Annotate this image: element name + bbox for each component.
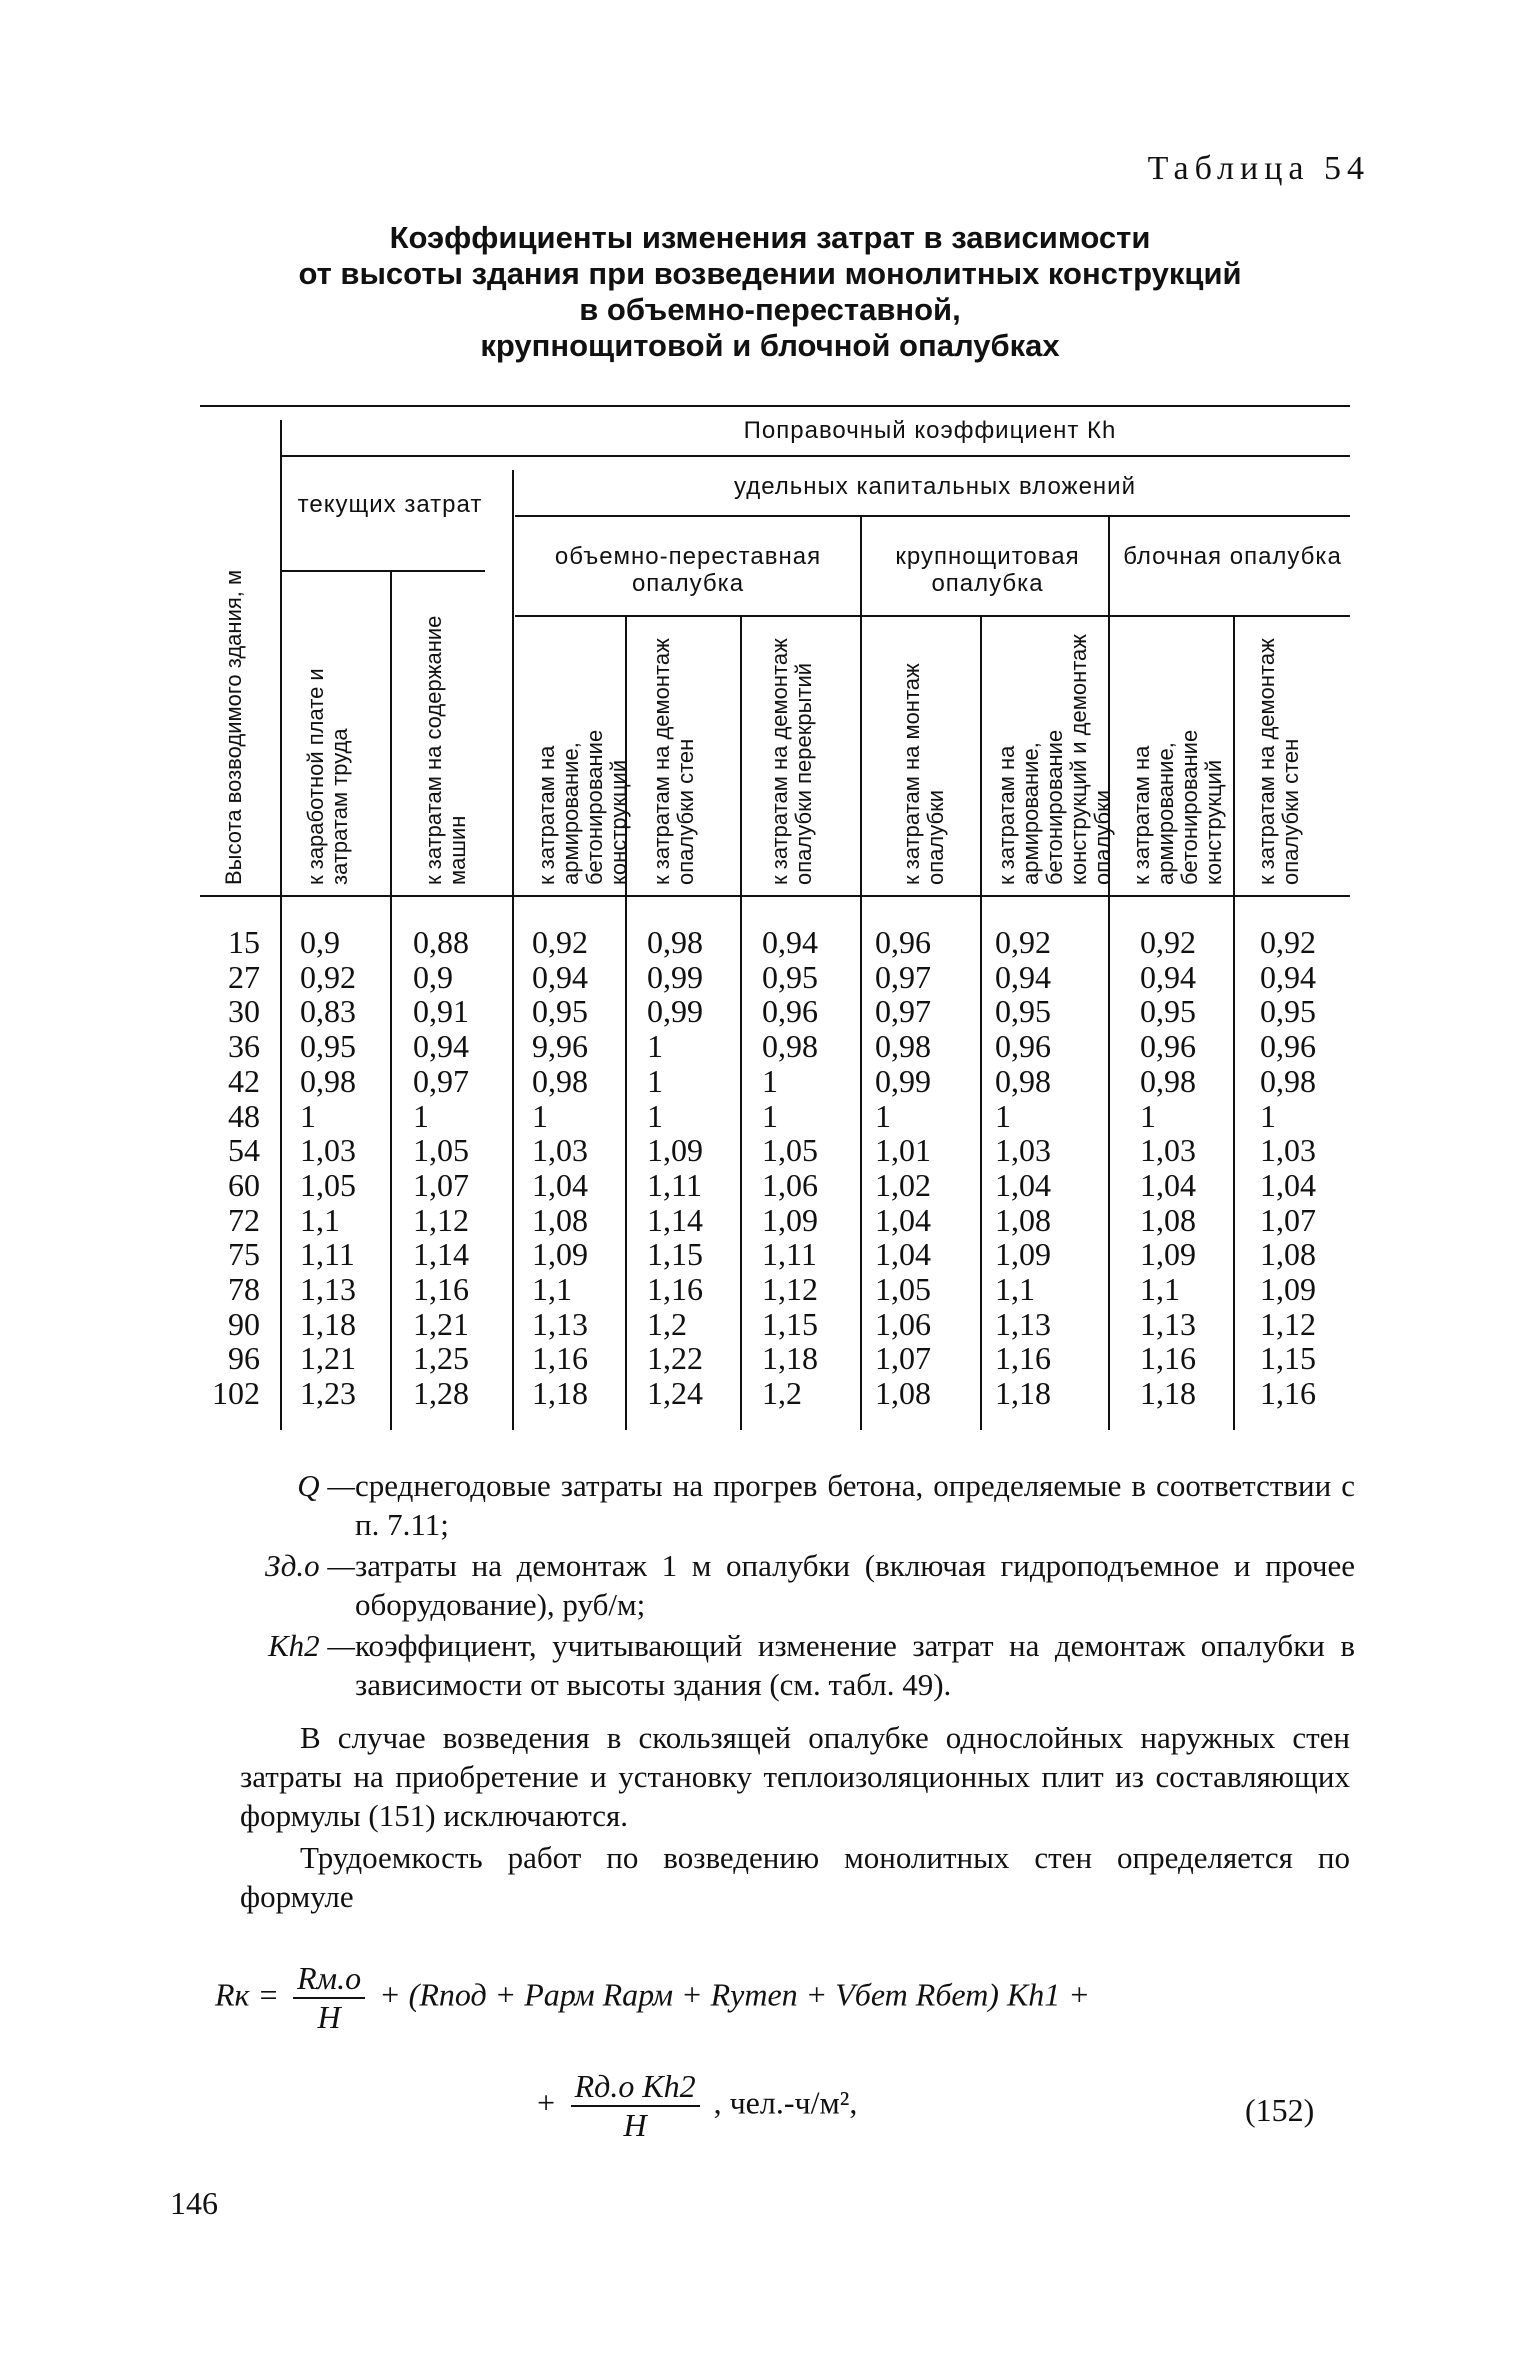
value-cell: 1,08 bbox=[875, 1375, 931, 1412]
formula-line-2 bbox=[535, 2068, 857, 2144]
data-column bbox=[413, 925, 508, 1411]
title-line: Коэффициенты изменения затрат в зависимости bbox=[389, 220, 1151, 255]
value-cell: 0,97 bbox=[875, 958, 931, 995]
heights-column bbox=[200, 925, 260, 1411]
height-cell: 30 bbox=[228, 993, 260, 1030]
subcol-header: к затратам на демонтаж опалубки стен bbox=[649, 638, 698, 885]
value-cell: 1,08 bbox=[1260, 1236, 1316, 1273]
value-cell: 0,98 bbox=[300, 1062, 356, 1099]
value-cell: 1 bbox=[647, 1028, 663, 1065]
value-cell: 0,94 bbox=[532, 958, 588, 995]
value-cell: 1,03 bbox=[1140, 1132, 1196, 1169]
height-cell: 15 bbox=[228, 924, 260, 960]
value-cell: 1,18 bbox=[762, 1340, 818, 1377]
note-term: Кh2 — bbox=[268, 1628, 355, 1663]
value-cell: 1,04 bbox=[1140, 1166, 1196, 1203]
fraction-denominator: H bbox=[623, 2107, 647, 2143]
value-cell: 1,05 bbox=[762, 1132, 818, 1169]
value-cell: 1,09 bbox=[1260, 1271, 1316, 1308]
value-cell: 0,96 bbox=[1140, 1028, 1196, 1065]
title-line: крупнощитовой и блочной опалубках bbox=[480, 328, 1060, 363]
formula-lhs: Rк = bbox=[215, 1976, 280, 2013]
height-cell: 42 bbox=[228, 1062, 260, 1099]
data-column bbox=[1140, 925, 1235, 1411]
value-cell: 1,11 bbox=[647, 1166, 702, 1203]
rule bbox=[512, 470, 514, 1430]
subcol-header: к затратам на монтаж опалубки bbox=[899, 663, 948, 885]
value-cell: 1,06 bbox=[762, 1166, 818, 1203]
title-line: от высоты здания при возведении монолитных конструкций bbox=[298, 256, 1242, 291]
formula-fraction bbox=[293, 1960, 365, 2036]
value-cell: 1,13 bbox=[995, 1305, 1051, 1342]
value-cell: 1,22 bbox=[647, 1340, 703, 1377]
value-cell: 1,11 bbox=[300, 1236, 355, 1273]
data-column bbox=[762, 925, 857, 1411]
note-text: среднегодовые затраты на прогрев бетона, определяемые в соответствии с п. 7.11; bbox=[355, 1468, 1355, 1542]
value-cell: 1,15 bbox=[647, 1236, 703, 1273]
value-cell: 1 bbox=[532, 1097, 548, 1134]
value-cell: 1 bbox=[1140, 1097, 1156, 1134]
value-cell: 0,95 bbox=[1140, 993, 1196, 1030]
value-cell: 0,9 bbox=[300, 924, 340, 960]
value-cell: 1,04 bbox=[875, 1236, 931, 1273]
value-cell: 1,18 bbox=[1140, 1375, 1196, 1412]
height-cell: 96 bbox=[228, 1340, 260, 1377]
value-cell: 0,96 bbox=[1260, 1028, 1316, 1065]
value-cell: 1 bbox=[762, 1097, 778, 1134]
value-cell: 1,04 bbox=[1260, 1166, 1316, 1203]
value-cell: 1,16 bbox=[647, 1271, 703, 1308]
value-cell: 1,05 bbox=[413, 1132, 469, 1169]
rule bbox=[280, 455, 1350, 457]
value-cell: 0,9 bbox=[413, 958, 453, 995]
value-cell: 1 bbox=[995, 1097, 1011, 1134]
value-cell: 0,98 bbox=[1140, 1062, 1196, 1099]
note-row bbox=[255, 1626, 1355, 1704]
value-cell: 1,1 bbox=[532, 1271, 572, 1308]
value-cell: 0,98 bbox=[875, 1028, 931, 1065]
height-cell: 54 bbox=[228, 1132, 260, 1169]
fraction-numerator: Rм.о bbox=[293, 1960, 365, 1999]
paragraph: Трудоемкость работ по возведению монолитных стен определяется по формуле bbox=[240, 1840, 1350, 1914]
height-cell: 102 bbox=[212, 1375, 260, 1412]
value-cell: 1,18 bbox=[532, 1375, 588, 1412]
value-cell: 1,09 bbox=[647, 1132, 703, 1169]
value-cell: 1,18 bbox=[995, 1375, 1051, 1412]
rule bbox=[390, 570, 392, 1430]
data-column bbox=[532, 925, 627, 1411]
group-panel-header: крупнощитовая опалубка bbox=[895, 543, 1080, 597]
value-cell: 0,96 bbox=[875, 924, 931, 960]
value-cell: 1,1 bbox=[1140, 1271, 1180, 1308]
value-cell: 1,1 bbox=[300, 1201, 340, 1238]
value-cell: 1,12 bbox=[1260, 1305, 1316, 1342]
value-cell: 0,99 bbox=[647, 958, 703, 995]
value-cell: 0,98 bbox=[762, 1028, 818, 1065]
value-cell: 1,09 bbox=[532, 1236, 588, 1273]
rule bbox=[515, 615, 1350, 617]
value-cell: 1,08 bbox=[1140, 1201, 1196, 1238]
value-cell: 1,05 bbox=[875, 1271, 931, 1308]
note-row bbox=[255, 1466, 1355, 1544]
value-cell: 0,92 bbox=[995, 924, 1051, 960]
table-label: Таблица 54 bbox=[1147, 150, 1370, 187]
value-cell: 1,13 bbox=[532, 1305, 588, 1342]
value-cell: 1,12 bbox=[762, 1271, 818, 1308]
capital-header: удельных капитальных вложений bbox=[734, 473, 1136, 500]
value-cell: 1,16 bbox=[995, 1340, 1051, 1377]
fraction-numerator: Rд.о Кh2 bbox=[571, 2068, 700, 2107]
height-header: Высота возводимого здания, м bbox=[221, 569, 246, 885]
subcol-header: к затратам на демонтаж опалубки стен bbox=[1254, 638, 1303, 885]
value-cell: 1,23 bbox=[300, 1375, 356, 1412]
table-title bbox=[230, 220, 1310, 364]
header-bottom-rule bbox=[200, 895, 1350, 897]
value-cell: 1,06 bbox=[875, 1305, 931, 1342]
value-cell: 1,02 bbox=[875, 1166, 931, 1203]
value-cell: 1,13 bbox=[300, 1271, 356, 1308]
rule bbox=[280, 570, 485, 572]
equation-number: (152) bbox=[1245, 2092, 1315, 2128]
fraction-denominator: H bbox=[317, 1999, 341, 2035]
value-cell: 0,92 bbox=[1140, 924, 1196, 960]
value-cell: 1,15 bbox=[762, 1305, 818, 1342]
value-cell: 1 bbox=[762, 1062, 778, 1099]
value-cell: 1,21 bbox=[300, 1340, 356, 1377]
value-cell: 0,92 bbox=[532, 924, 588, 960]
value-cell: 1 bbox=[1260, 1097, 1276, 1134]
value-cell: 1,07 bbox=[875, 1340, 931, 1377]
value-cell: 0,99 bbox=[875, 1062, 931, 1099]
value-cell: 1,13 bbox=[1140, 1305, 1196, 1342]
value-cell: 1,14 bbox=[413, 1236, 469, 1273]
value-cell: 1,14 bbox=[647, 1201, 703, 1238]
value-cell: 0,97 bbox=[413, 1062, 469, 1099]
value-cell: 0,99 bbox=[647, 993, 703, 1030]
formula-line-1 bbox=[215, 1960, 1090, 2036]
value-cell: 1 bbox=[647, 1097, 663, 1134]
formula-fraction bbox=[571, 2068, 700, 2144]
data-column bbox=[300, 925, 390, 1411]
data-column bbox=[995, 925, 1105, 1411]
value-cell: 1,18 bbox=[300, 1305, 356, 1342]
value-cell: 0,98 bbox=[532, 1062, 588, 1099]
value-cell: 0,95 bbox=[532, 993, 588, 1030]
value-cell: 1,16 bbox=[1140, 1340, 1196, 1377]
value-cell: 1,05 bbox=[300, 1166, 356, 1203]
value-cell: 1,08 bbox=[995, 1201, 1051, 1238]
value-cell: 1 bbox=[413, 1097, 429, 1134]
value-cell: 1,04 bbox=[995, 1166, 1051, 1203]
note-term: Зд.о — bbox=[264, 1548, 355, 1583]
value-cell: 1,03 bbox=[995, 1132, 1051, 1169]
subcol-header: к заработной плате и затратам труда bbox=[303, 668, 352, 885]
value-cell: 1 bbox=[875, 1097, 891, 1134]
value-cell: 0,95 bbox=[1260, 993, 1316, 1030]
value-cell: 0,98 bbox=[1260, 1062, 1316, 1099]
paragraph: В случае возведения в скользящей опалубке однослойных наружных стен затраты на приобретение и установку теплоизоляционных плит из составляющих формулы (151) исключаются. bbox=[240, 1720, 1350, 1833]
note-text: затраты на демонтаж 1 м опалубки (включая гидроподъемное и прочее оборудование), руб/м; bbox=[355, 1548, 1355, 1622]
value-cell: 1 bbox=[647, 1062, 663, 1099]
note-text: коэффициент, учитывающий изменение затрат на демонтаж опалубки в зависимости от высоты здания (см. табл. 49). bbox=[355, 1628, 1355, 1702]
rule bbox=[515, 515, 1350, 517]
value-cell: 0,95 bbox=[995, 993, 1051, 1030]
value-cell: 1,2 bbox=[762, 1375, 802, 1412]
note-term: Q — bbox=[297, 1468, 355, 1503]
value-cell: 1,1 bbox=[995, 1271, 1035, 1308]
coefficient-table bbox=[200, 405, 1350, 1435]
value-cell: 1 bbox=[300, 1097, 316, 1134]
value-cell: 0,88 bbox=[413, 924, 469, 960]
value-cell: 0,83 bbox=[300, 993, 356, 1030]
value-cell: 1,11 bbox=[762, 1236, 817, 1273]
value-cell: 0,98 bbox=[995, 1062, 1051, 1099]
rule bbox=[860, 515, 862, 1430]
height-cell: 90 bbox=[228, 1305, 260, 1342]
page-number: 146 bbox=[170, 2185, 218, 2221]
value-cell: 0,92 bbox=[300, 958, 356, 995]
value-cell: 1,2 bbox=[647, 1305, 687, 1342]
data-column bbox=[875, 925, 975, 1411]
height-cell: 48 bbox=[228, 1097, 260, 1134]
value-cell: 1,16 bbox=[1260, 1375, 1316, 1412]
height-cell: 27 bbox=[228, 958, 260, 995]
value-cell: 1,24 bbox=[647, 1375, 703, 1412]
value-cell: 1,16 bbox=[532, 1340, 588, 1377]
formula-plus: + bbox=[535, 2084, 557, 2121]
value-cell: 0,91 bbox=[413, 993, 469, 1030]
subcol-header: к затратам на армирование, бетонирование конструкций bbox=[1129, 729, 1226, 885]
table-top-rule bbox=[200, 405, 1350, 407]
value-cell: 0,94 bbox=[762, 924, 818, 960]
value-cell: 1,08 bbox=[532, 1201, 588, 1238]
data-column bbox=[1260, 925, 1350, 1411]
value-cell: 0,95 bbox=[300, 1028, 356, 1065]
value-cell: 1,09 bbox=[995, 1236, 1051, 1273]
subcol-header: к затратам на содержание машин bbox=[421, 615, 470, 885]
formula-middle: + (Rпод + Pарм Rарм + Rутеп + Vбет Rбет) Кh1 + bbox=[379, 1976, 1090, 2013]
height-cell: 78 bbox=[228, 1271, 260, 1308]
subcol-header: к затратам на демонтаж опалубки перекрытий bbox=[767, 638, 816, 885]
note-row bbox=[255, 1546, 1355, 1624]
value-cell: 1,03 bbox=[1260, 1132, 1316, 1169]
value-cell: 0,95 bbox=[762, 958, 818, 995]
value-cell: 1,04 bbox=[532, 1166, 588, 1203]
value-cell: 1,04 bbox=[875, 1201, 931, 1238]
value-cell: 1,09 bbox=[762, 1201, 818, 1238]
value-cell: 0,96 bbox=[995, 1028, 1051, 1065]
value-cell: 1,16 bbox=[413, 1271, 469, 1308]
group-block-header: блочная опалубка bbox=[1123, 543, 1342, 570]
value-cell: 9,96 bbox=[532, 1028, 588, 1065]
rule bbox=[980, 615, 982, 1430]
value-cell: 0,92 bbox=[1260, 924, 1316, 960]
subcol-header: к затратам на армирование, бетонирование конструкций bbox=[534, 729, 631, 885]
height-cell: 36 bbox=[228, 1028, 260, 1065]
value-cell: 1,28 bbox=[413, 1375, 469, 1412]
value-cell: 0,97 bbox=[875, 993, 931, 1030]
value-cell: 1,12 bbox=[413, 1201, 469, 1238]
formula-units: , чел.-ч/м², bbox=[713, 2084, 858, 2121]
value-cell: 1,21 bbox=[413, 1305, 469, 1342]
value-cell: 0,94 bbox=[995, 958, 1051, 995]
value-cell: 1,09 bbox=[1140, 1236, 1196, 1273]
rule bbox=[280, 420, 282, 1430]
height-cell: 60 bbox=[228, 1166, 260, 1203]
value-cell: 0,96 bbox=[762, 993, 818, 1030]
correction-header: Поправочный коэффициент Кh bbox=[743, 417, 1117, 444]
value-cell: 0,94 bbox=[413, 1028, 469, 1065]
current-costs-header: текущих затрат bbox=[297, 491, 483, 518]
value-cell: 1,07 bbox=[413, 1166, 469, 1203]
value-cell: 0,98 bbox=[647, 924, 703, 960]
value-cell: 1,01 bbox=[875, 1132, 931, 1169]
data-column bbox=[647, 925, 742, 1411]
height-cell: 75 bbox=[228, 1236, 260, 1273]
value-cell: 0,94 bbox=[1140, 958, 1196, 995]
legend-notes bbox=[255, 1466, 1355, 1706]
subcol-header: к затратам на армирование, бетонирование конструкций и демонтаж опалубки bbox=[994, 633, 1115, 885]
value-cell: 1,15 bbox=[1260, 1340, 1316, 1377]
value-cell: 0,94 bbox=[1260, 958, 1316, 995]
group-volume-header: объемно-переставная опалубка bbox=[554, 543, 822, 597]
value-cell: 1,07 bbox=[1260, 1201, 1316, 1238]
value-cell: 1,03 bbox=[300, 1132, 356, 1169]
value-cell: 1,03 bbox=[532, 1132, 588, 1169]
title-line: в объемно-переставной, bbox=[579, 292, 961, 327]
value-cell: 1,25 bbox=[413, 1340, 469, 1377]
height-cell: 72 bbox=[228, 1201, 260, 1238]
